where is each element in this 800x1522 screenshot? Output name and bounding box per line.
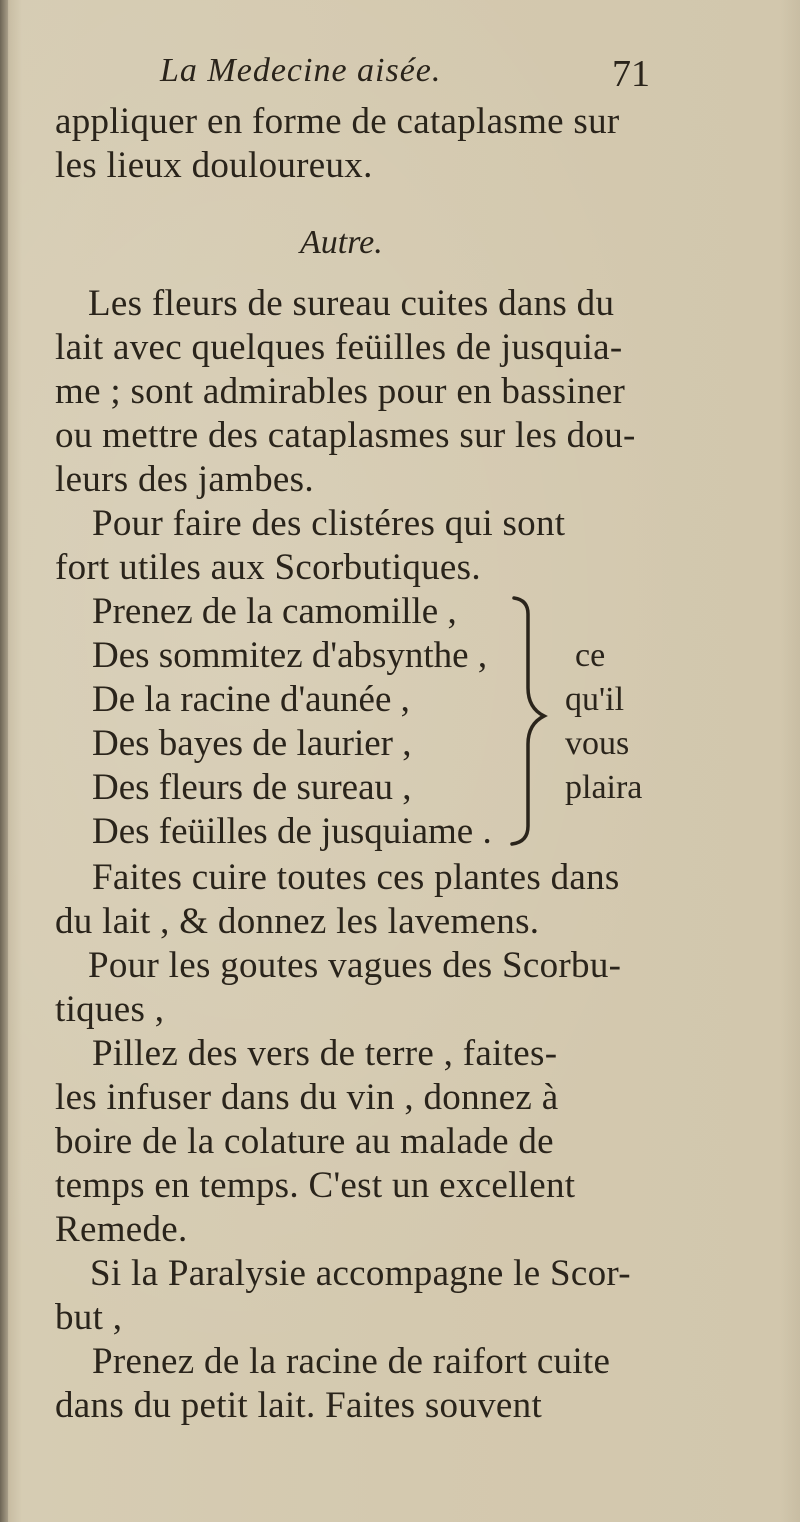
recipe-item: Des sommitez d'absynthe , bbox=[92, 635, 488, 676]
text-line: but , bbox=[55, 1297, 123, 1338]
text-line: Si la Paralysie accompagne le Scor- bbox=[90, 1253, 631, 1294]
text-line: du lait , & donnez les lavemens. bbox=[55, 901, 540, 942]
page-spine-edge bbox=[0, 0, 8, 1522]
section-subtitle: Autre. bbox=[300, 224, 383, 261]
text-line: tiques , bbox=[55, 989, 165, 1030]
text-line: les lieux douloureux. bbox=[55, 145, 373, 186]
text-line: Prenez de la racine de raifort cuite bbox=[92, 1341, 611, 1382]
text-line: Faites cuire toutes ces plantes dans bbox=[92, 857, 620, 898]
text-line: lait avec quelques feüilles de jusquia- bbox=[55, 327, 623, 368]
curly-brace-icon bbox=[500, 596, 550, 848]
running-title: La Medecine aisée. bbox=[160, 52, 442, 89]
recipe-item: Prenez de la camomille , bbox=[92, 591, 457, 632]
text-line: fort utiles aux Scorbutiques. bbox=[55, 547, 481, 588]
recipe-item: Des fleurs de sureau , bbox=[92, 767, 412, 808]
text-line: me ; sont admirables pour en bassiner bbox=[55, 371, 626, 412]
bracket-note-word: qu'il bbox=[565, 681, 625, 718]
text-line: Pour les goutes vagues des Scorbu- bbox=[88, 945, 622, 986]
recipe-item: Des feüilles de jusquiame . bbox=[92, 811, 492, 852]
bracket-note-word: plaira bbox=[565, 769, 643, 806]
text-line: appliquer en forme de cataplasme sur bbox=[55, 101, 620, 142]
text-line: les infuser dans du vin , donnez à bbox=[55, 1077, 559, 1118]
text-line: ou mettre des cataplasmes sur les dou- bbox=[55, 415, 636, 456]
page-number: 71 bbox=[612, 53, 650, 95]
text-line: Remede. bbox=[55, 1209, 188, 1250]
text-line: Pour faire des clistéres qui sont bbox=[92, 503, 566, 544]
bracket-note-word: vous bbox=[565, 725, 630, 762]
text-line: dans du petit lait. Faites souvent bbox=[55, 1385, 543, 1426]
text-line: temps en temps. C'est un excellent bbox=[55, 1165, 576, 1206]
bracket-note-word: ce bbox=[575, 637, 606, 674]
text-line: boire de la colature au malade de bbox=[55, 1121, 554, 1162]
recipe-item: Des bayes de laurier , bbox=[92, 723, 412, 764]
recipe-item: De la racine d'aunée , bbox=[92, 679, 410, 720]
text-line: leurs des jambes. bbox=[55, 459, 314, 500]
text-line: Les fleurs de sureau cuites dans du bbox=[88, 283, 615, 324]
text-line: Pillez des vers de terre , faites- bbox=[92, 1033, 558, 1074]
